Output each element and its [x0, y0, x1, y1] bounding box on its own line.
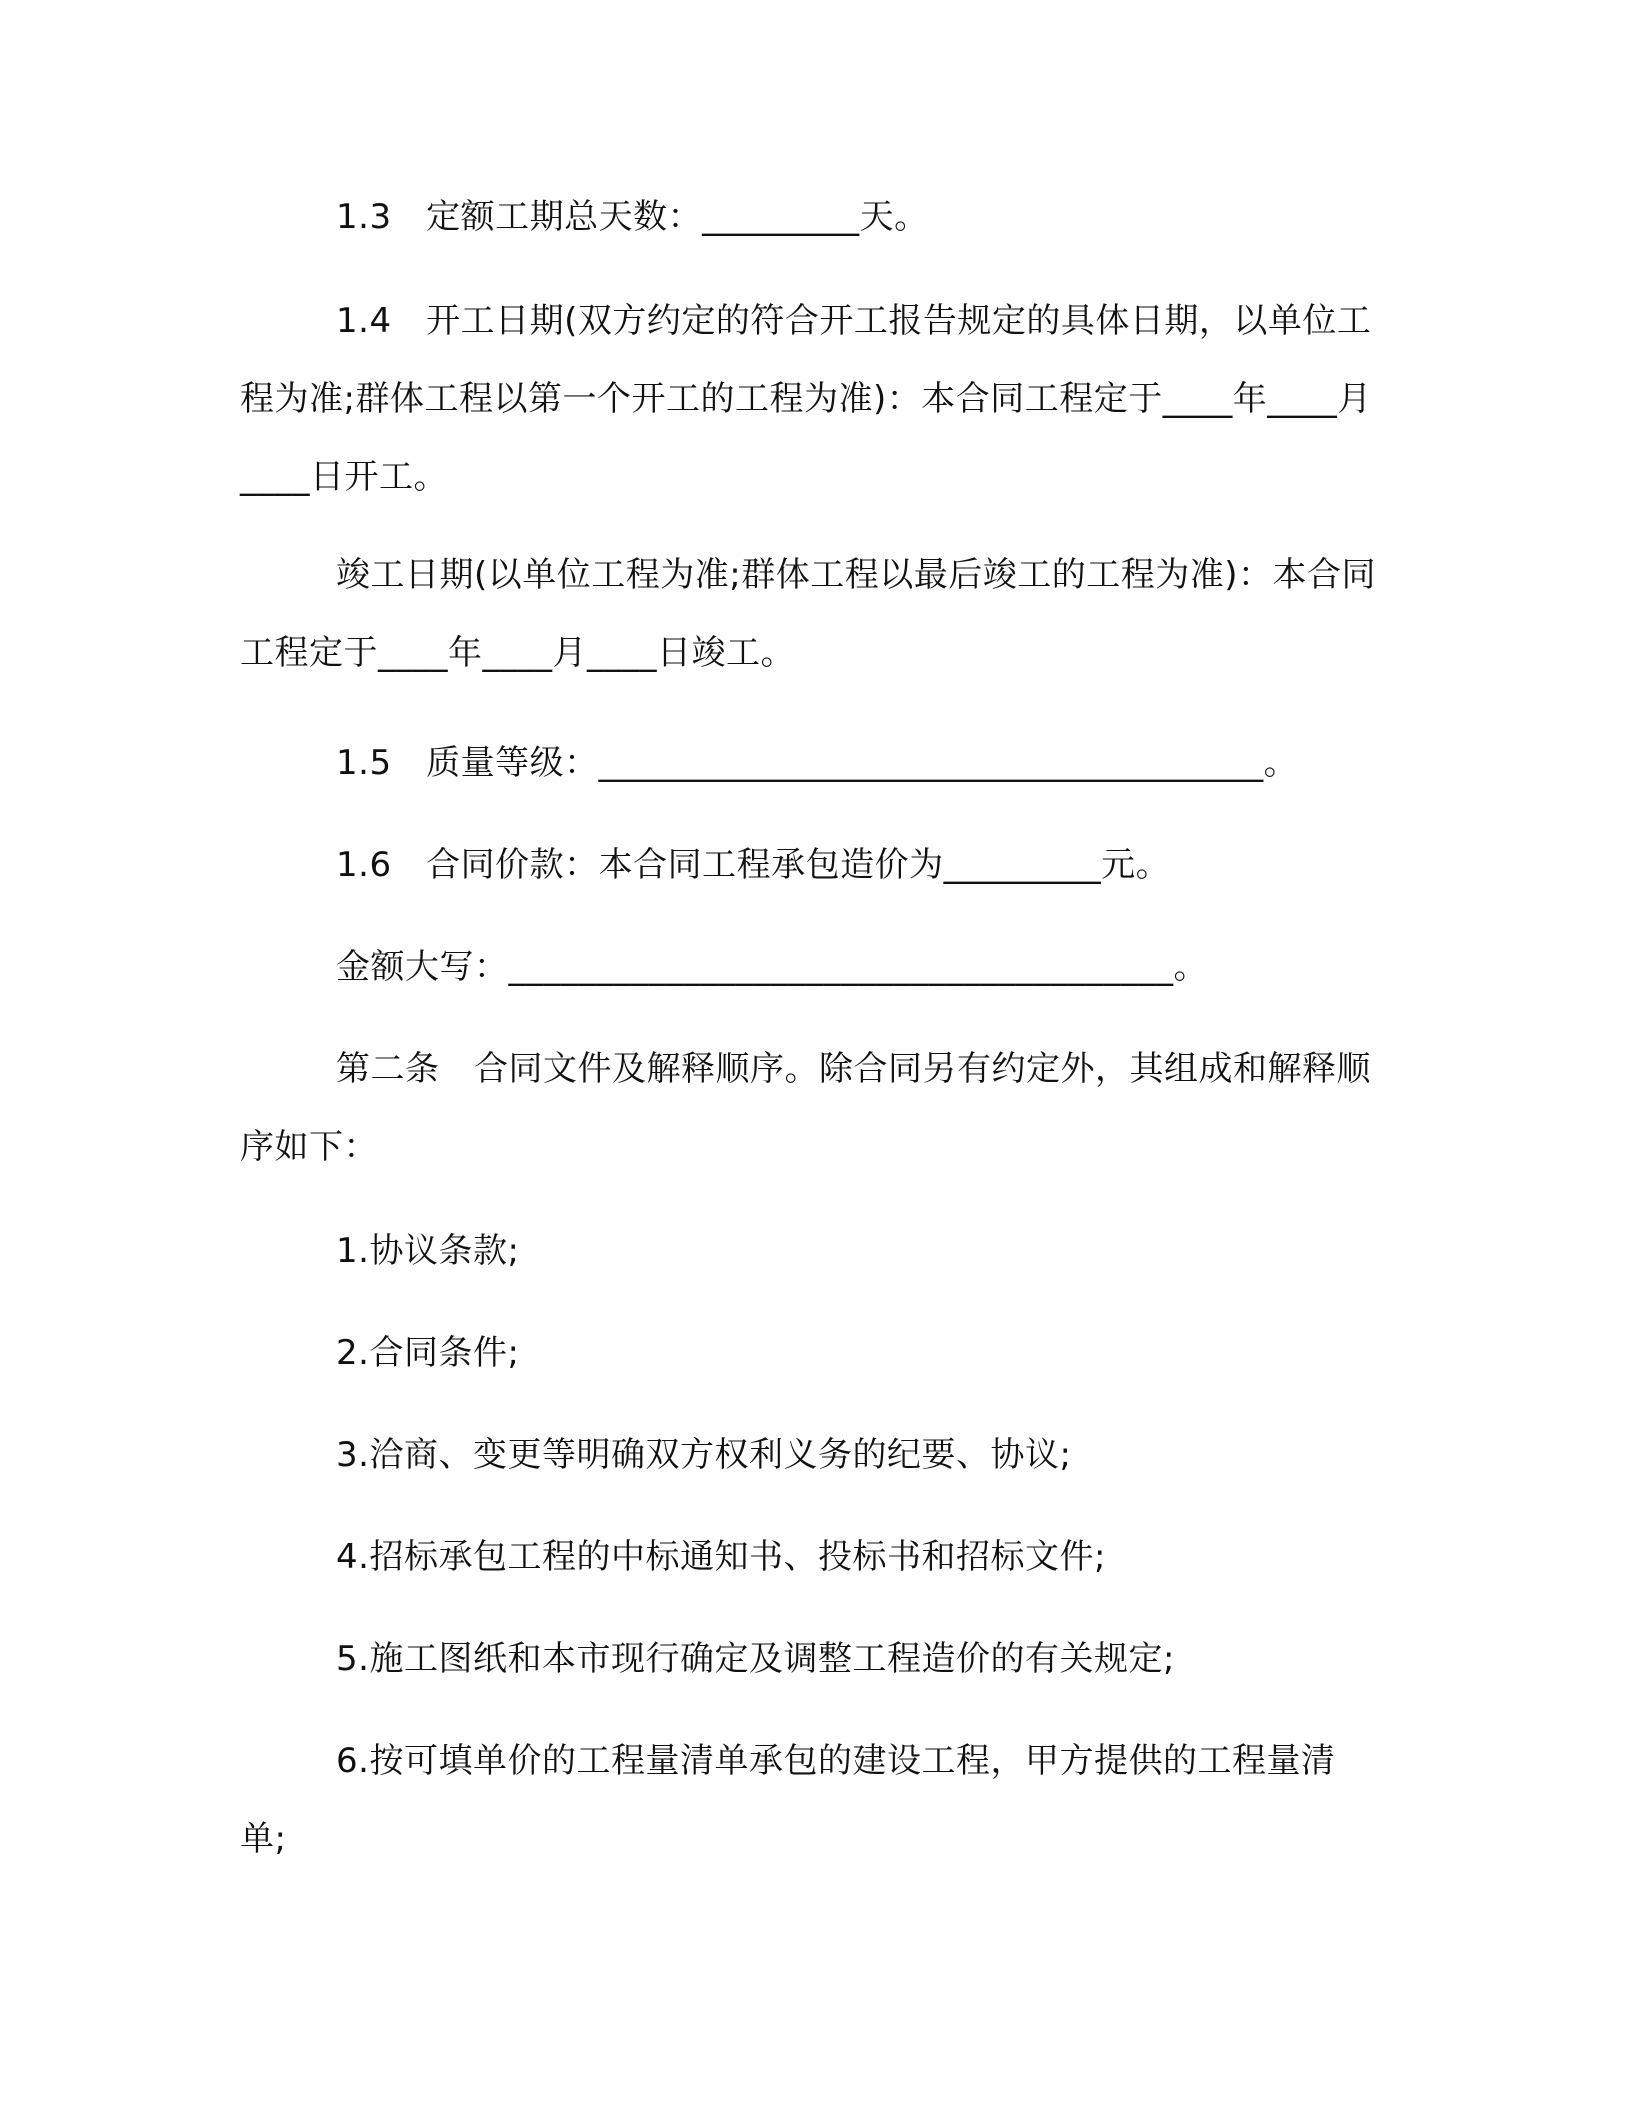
paragraph-article-2-documents-order: 第二条 合同文件及解释顺序。除合同另有约定外，其组成和解释顺序如下：: [240, 1049, 1371, 1167]
list-item-3: 3.洽商、变更等明确双方权利义务的纪要、协议;: [336, 1435, 1072, 1475]
list-item-4: 4.招标承包工程的中标通知书、投标书和招标文件;: [336, 1537, 1106, 1577]
paragraph-1-6-contract-price: 1.6 合同价款：本合同工程承包造价为_________元。: [336, 845, 1171, 885]
list-item-2: 2.合同条件;: [336, 1333, 520, 1373]
paragraph-1-3-quota-days: 1.3 定额工期总天数：_________天。: [336, 197, 929, 237]
paragraph-1-4-start-date: 1.4 开工日期(双方约定的符合开工报告规定的具体日期，以单位工程为准;群体工程以第一个开工的工程为准)：本合同工程定于____年____月____日开工。: [240, 301, 1372, 497]
paragraph-completion-date: 竣工日期(以单位工程为准;群体工程以最后竣工的工程为准)：本合同工程定于____年____月____日竣工。: [240, 555, 1376, 673]
list-item-6: 6.按可填单价的工程量清单承包的建设工程，甲方提供的工程量清单;: [240, 1741, 1336, 1859]
paragraph-1-5-quality-grade: 1.5 质量等级：______________________________________。: [336, 743, 1299, 783]
paragraph-amount-in-words: 金额大写：______________________________________。: [336, 947, 1208, 987]
list-item-5: 5.施工图纸和本市现行确定及调整工程造价的有关规定;: [336, 1639, 1175, 1679]
list-item-1: 1.协议条款;: [336, 1231, 520, 1271]
